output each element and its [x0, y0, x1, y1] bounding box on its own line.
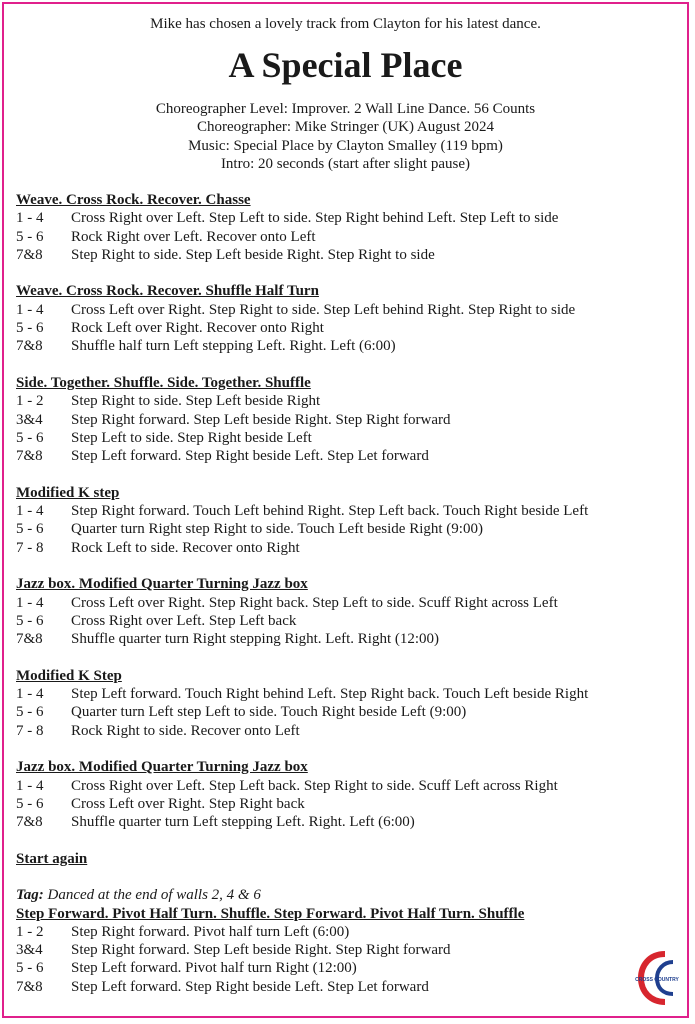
step-text: Step Right forward. Step Left beside Right. Step Right forward	[71, 411, 451, 428]
step-row	[16, 209, 679, 227]
start-again-heading: Start again	[16, 850, 88, 867]
step-row	[16, 429, 679, 447]
step-row	[16, 959, 679, 977]
step-text: Step Right forward. Touch Left behind Right. Step Left back. Touch Right beside Left	[71, 503, 589, 520]
section-heading: Modified K Step	[16, 667, 122, 684]
step-text: Step Right to side. Step Left beside Right. Step Right to side	[71, 246, 435, 263]
step-row	[16, 502, 679, 520]
step-text: Step Left forward. Pivot half turn Right (12:00)	[71, 960, 357, 977]
step-text: Shuffle quarter turn Right stepping Right. Left. Right (12:00)	[71, 631, 440, 648]
cross-country-logo-icon	[635, 948, 679, 1008]
step-row	[16, 941, 679, 959]
section-heading: Jazz box. Modified Quarter Turning Jazz box	[16, 759, 308, 776]
step-sheet	[16, 191, 679, 996]
step-count: 5 - 6	[16, 612, 44, 629]
step-count: 1 - 4	[16, 503, 44, 520]
tag-line	[16, 886, 679, 904]
intro-text: Mike has chosen a lovely track from Clayton for his latest dance.	[150, 16, 541, 32]
step-text: Step Right forward. Pivot half turn Left (6:00)	[71, 923, 350, 940]
step-count: 1 - 4	[16, 686, 44, 703]
meta-music: Music: Special Place by Clayton Smalley (119 bpm)	[188, 137, 503, 154]
step-row	[16, 795, 679, 813]
step-count: 7&8	[16, 448, 43, 465]
step-row	[16, 722, 679, 740]
step-row	[16, 337, 679, 355]
step-row	[16, 520, 679, 538]
step-count: 5 - 6	[16, 228, 44, 245]
section-heading: Weave. Cross Rock. Recover. Shuffle Half Turn	[16, 283, 319, 300]
meta-level: Choreographer Level: Improver. 2 Wall Line Dance. 56 Counts	[155, 101, 536, 117]
step-row	[16, 301, 679, 319]
section-heading: Side. Together. Shuffle. Side. Together. Shuffle	[16, 374, 311, 391]
step-count: 3&4	[16, 942, 43, 959]
step-text: Step Right forward. Step Left beside Right. Step Right forward	[71, 942, 451, 959]
section-heading: Jazz box. Modified Quarter Turning Jazz box	[16, 576, 308, 593]
step-row	[16, 777, 679, 795]
step-text: Rock Left over Right. Recover onto Right	[71, 320, 324, 337]
step-text: Rock Right over Left. Recover onto Left	[71, 228, 316, 245]
step-count: 5 - 6	[16, 429, 44, 446]
step-row	[16, 813, 679, 831]
step-row	[16, 923, 679, 941]
meta-intro: Intro: 20 seconds (start after slight pause)	[220, 155, 471, 172]
dance-meta	[4, 100, 687, 173]
step-row	[16, 228, 679, 246]
step-row	[16, 703, 679, 721]
step-count: 7&8	[16, 338, 43, 355]
step-text: Step Left forward. Step Right beside Left. Step Let forward	[71, 448, 429, 465]
tag-label: Tag:	[16, 887, 44, 904]
step-count: 1 - 2	[16, 923, 44, 940]
section-heading: Weave. Cross Rock. Recover. Chasse	[16, 192, 251, 208]
step-row	[16, 392, 679, 410]
step-row	[16, 246, 679, 264]
step-text: Cross Left over Right. Step Right to side. Step Left behind Right. Step Right to side	[71, 301, 576, 318]
step-count: 7&8	[16, 814, 43, 831]
step-row	[16, 978, 679, 996]
step-row	[16, 630, 679, 648]
step-count: 3&4	[16, 411, 43, 428]
step-count: 7 - 8	[16, 539, 44, 556]
step-row	[16, 539, 679, 557]
step-text: Cross Right over Left. Step Left back	[71, 612, 297, 629]
step-text: Rock Left to side. Recover onto Right	[71, 539, 300, 556]
step-text: Cross Left over Right. Step Right back	[71, 795, 305, 812]
step-count: 5 - 6	[16, 521, 44, 538]
step-count: 5 - 6	[16, 320, 44, 337]
step-text: Step Left to side. Step Right beside Left	[71, 429, 312, 446]
step-row	[16, 319, 679, 337]
step-count: 5 - 6	[16, 960, 44, 977]
step-count: 7 - 8	[16, 722, 44, 739]
step-count: 5 - 6	[16, 795, 44, 812]
step-text: Rock Right to side. Recover onto Left	[71, 722, 300, 739]
step-count: 1 - 4	[16, 594, 44, 611]
step-count: 7&8	[16, 631, 43, 648]
step-count: 7&8	[16, 978, 43, 995]
page-frame	[2, 2, 689, 1018]
step-row	[16, 612, 679, 630]
step-row	[16, 411, 679, 429]
step-count: 1 - 4	[16, 777, 44, 794]
step-text: Quarter turn Left step Left to side. Touch Right beside Left (9:00)	[71, 704, 467, 721]
step-count: 1 - 4	[16, 301, 44, 318]
meta-choreographer: Choreographer: Mike Stringer (UK) August 2024	[196, 119, 495, 136]
step-count: 1 - 4	[16, 210, 44, 227]
step-row	[16, 685, 679, 703]
step-text: Shuffle half turn Left stepping Left. Right. Left (6:00)	[71, 338, 396, 355]
tag-text: Danced at the end of walls 2, 4 & 6	[47, 887, 261, 904]
section-heading: Modified K step	[16, 484, 120, 501]
step-text: Cross Right over Left. Step Left back. Step Right to side. Scuff Left across Right	[71, 777, 558, 794]
step-text: Step Left forward. Touch Right behind Left. Step Right back. Touch Left beside Right	[71, 686, 589, 703]
dance-title: A Special Place	[228, 45, 463, 85]
step-row	[16, 447, 679, 465]
step-text: Step Right to side. Step Left beside Right	[71, 393, 321, 410]
step-text: Quarter turn Right step Right to side. Touch Left beside Right (9:00)	[71, 521, 483, 538]
tag-heading: Step Forward. Pivot Half Turn. Shuffle. Step Forward. Pivot Half Turn. Shuffle	[16, 905, 525, 922]
step-text: Cross Left over Right. Step Right back. Step Left to side. Scuff Right across Left	[71, 594, 558, 611]
step-count: 1 - 2	[16, 393, 44, 410]
step-text: Step Left forward. Step Right beside Left. Step Let forward	[71, 978, 429, 995]
step-row	[16, 594, 679, 612]
step-text: Shuffle quarter turn Left stepping Left. Right. Left (6:00)	[71, 814, 415, 831]
step-text: Cross Right over Left. Step Left to side. Step Right behind Left. Step Left to side	[71, 210, 559, 227]
step-count: 5 - 6	[16, 704, 44, 721]
logo-text: CROSS COUNTRY	[635, 977, 679, 983]
step-count: 7&8	[16, 246, 43, 263]
